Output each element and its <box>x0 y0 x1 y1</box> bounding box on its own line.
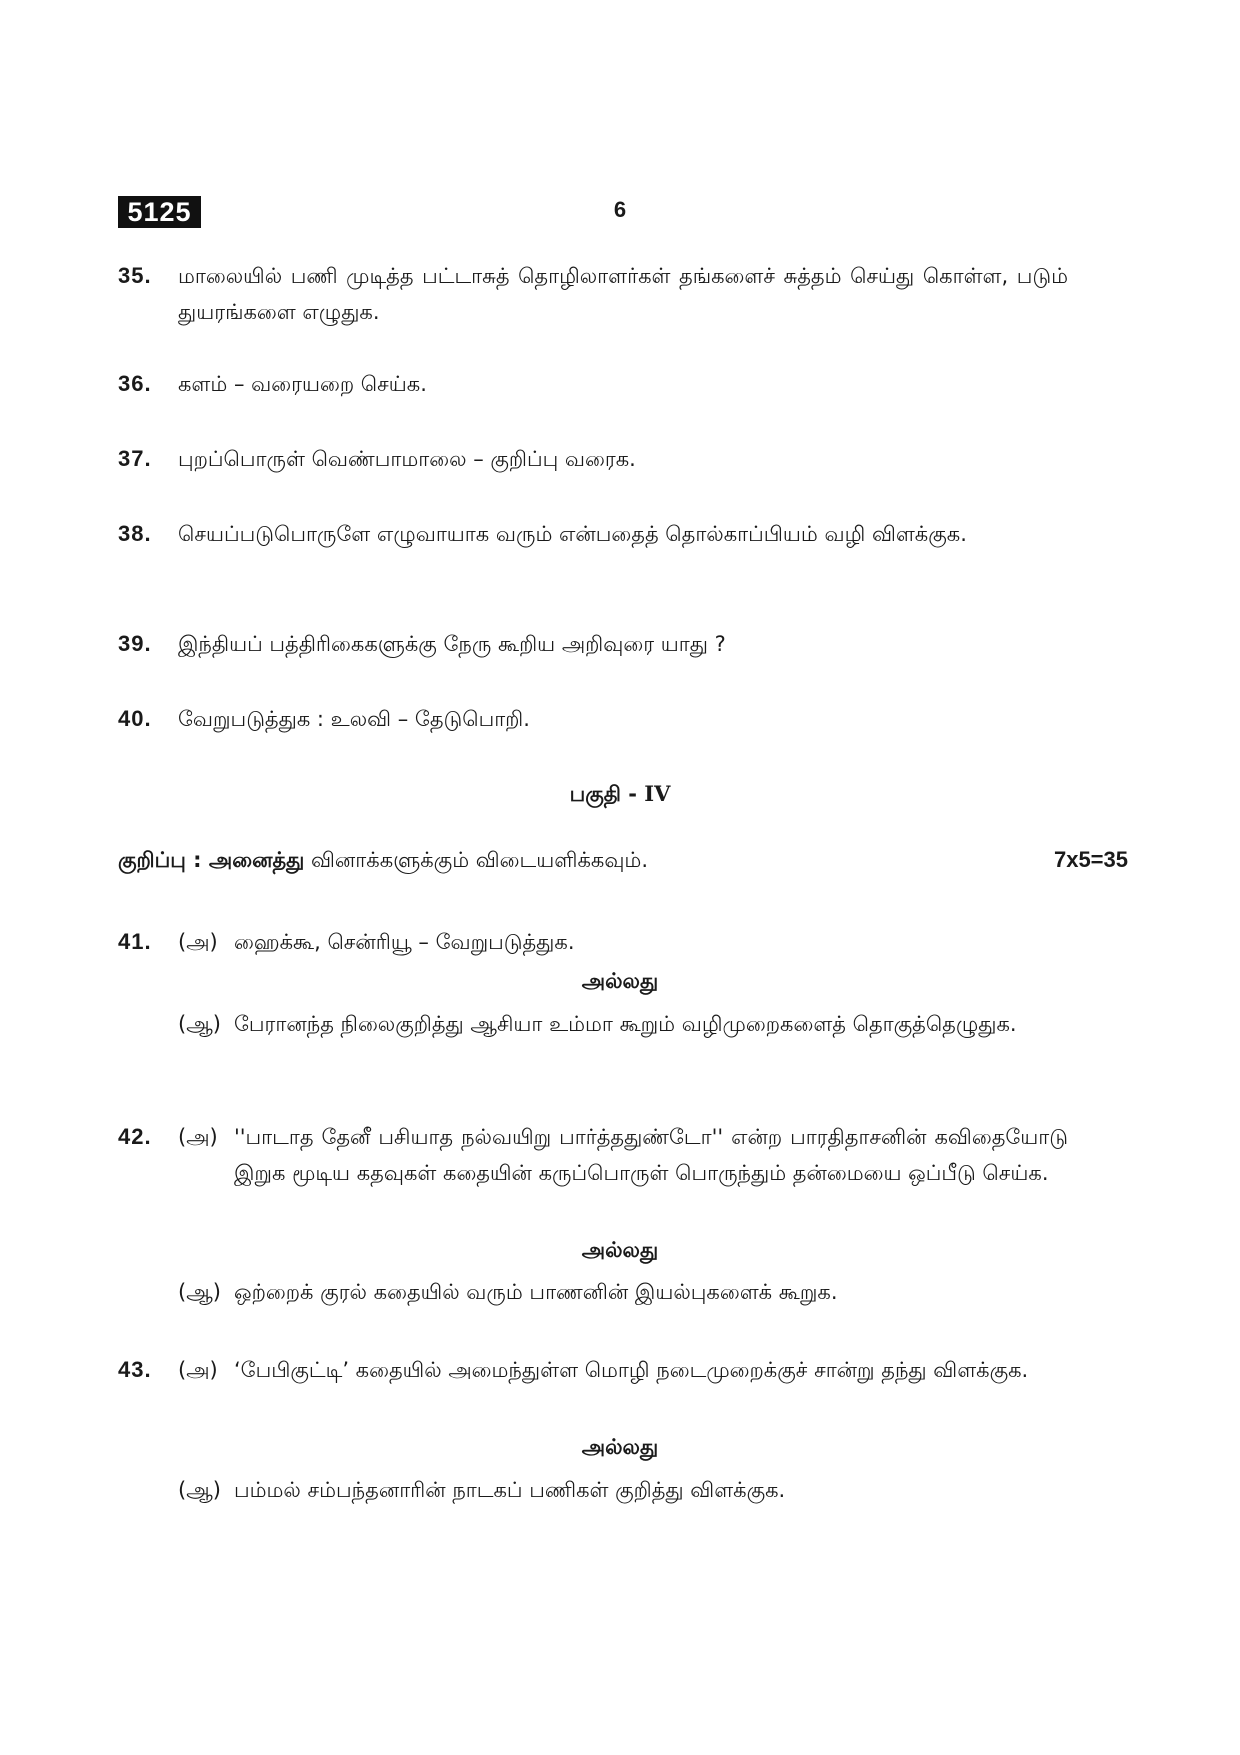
question-35 <box>118 258 1068 330</box>
section-title-roman: IV <box>644 781 671 806</box>
question-number: 41. <box>118 929 152 954</box>
question-43-option-b <box>178 1472 1068 1508</box>
section-title-text: பகுதி - <box>569 782 645 806</box>
question-number: 37. <box>118 446 152 471</box>
question-text: மாலையில் பணி முடித்த பட்டாசுத் தொழிலாளர்கள் தங்களைச் சுத்தம் செய்து கொள்ள, படும் துயரங்களை எழுதுக. <box>178 264 1068 324</box>
option-text: ‘பேபிகுட்டி’ கதையில் அமைந்துள்ள மொழி நடைமுறைக்குச் சான்று தந்து விளக்குக. <box>234 1358 1029 1382</box>
option-label: (ஆ) <box>178 1012 221 1036</box>
question-43 <box>118 1352 1068 1388</box>
question-39 <box>118 626 1068 662</box>
option-text: பம்மல் சம்பந்தனாரின் நாடகப் பணிகள் குறித்து விளக்குக. <box>234 1478 786 1502</box>
question-37 <box>118 441 1068 477</box>
option-label: (அ) <box>178 1358 218 1382</box>
option-text: ஹைக்கூ, சென்ரியூ – வேறுபடுத்துக. <box>234 930 575 954</box>
question-41 <box>118 924 1068 960</box>
question-43-option-a <box>178 1352 1068 1388</box>
option-text: ஒற்றைக் குரல் கதையில் வரும் பாணனின் இயல்புகளைக் கூறுக. <box>234 1280 838 1304</box>
question-number: 43. <box>118 1357 152 1382</box>
marks-allocation: 7x5=35 <box>1053 847 1128 872</box>
instruction-note <box>118 842 1128 878</box>
note-label: குறிப்பு : <box>118 848 209 872</box>
option-label: (ஆ) <box>178 1280 221 1304</box>
question-number: 40. <box>118 706 152 731</box>
note-text: வினாக்களுக்கும் விடையளிக்கவும். <box>304 848 648 872</box>
option-label: (அ) <box>178 930 218 954</box>
question-number: 38. <box>118 521 152 546</box>
question-42-option-b <box>178 1274 1068 1310</box>
option-text: பேரானந்த நிலைகுறித்து ஆசியா உம்மா கூறும் வழிமுறைகளைத் தொகுத்தெழுதுக. <box>234 1012 1017 1036</box>
question-text: செயப்படுபொருளே எழுவாயாக வரும் என்பதைத் தொல்காப்பியம் வழி விளக்குக. <box>178 522 967 546</box>
question-42-option-a <box>178 1119 1068 1191</box>
note-emphasis: அனைத்து <box>208 848 305 872</box>
or-divider: அல்லது <box>581 1238 659 1262</box>
option-label: (அ) <box>178 1125 218 1149</box>
or-divider: அல்லது <box>581 969 659 993</box>
question-text: புறப்பொருள் வெண்பாமாலை – குறிப்பு வரைக. <box>178 447 636 471</box>
question-number: 35. <box>118 263 152 288</box>
question-36 <box>118 366 1068 402</box>
question-41-option-b <box>178 1006 1068 1042</box>
question-41-option-a <box>178 924 1068 960</box>
option-label: (ஆ) <box>178 1478 221 1502</box>
question-text: இந்தியப் பத்திரிகைகளுக்கு நேரு கூறிய அறிவுரை யாது ? <box>178 632 726 656</box>
or-divider: அல்லது <box>581 1435 659 1459</box>
question-number: 36. <box>118 371 152 396</box>
question-42 <box>118 1119 1068 1191</box>
question-text: வேறுபடுத்துக : உலவி – தேடுபொறி. <box>178 707 530 731</box>
page-number: 6 <box>613 197 627 222</box>
paper-code-badge: 5125 <box>118 196 201 228</box>
question-number: 42. <box>118 1124 152 1149</box>
question-40 <box>118 701 1068 737</box>
question-text: களம் – வரையறை செய்க. <box>178 372 427 396</box>
question-number: 39. <box>118 631 152 656</box>
option-text: ''பாடாத தேனீ பசியாத நல்வயிறு பார்த்ததுண்டோ'' என்ற பாரதிதாசனின் கவிதையோடு இறுக மூடிய கதவுகள் கதையின் கருப்பொருள் பொருந்தும் தன்மையை ஒப்பீடு செய்க. <box>234 1125 1068 1185</box>
question-38 <box>118 516 1068 552</box>
section-title <box>520 781 720 809</box>
